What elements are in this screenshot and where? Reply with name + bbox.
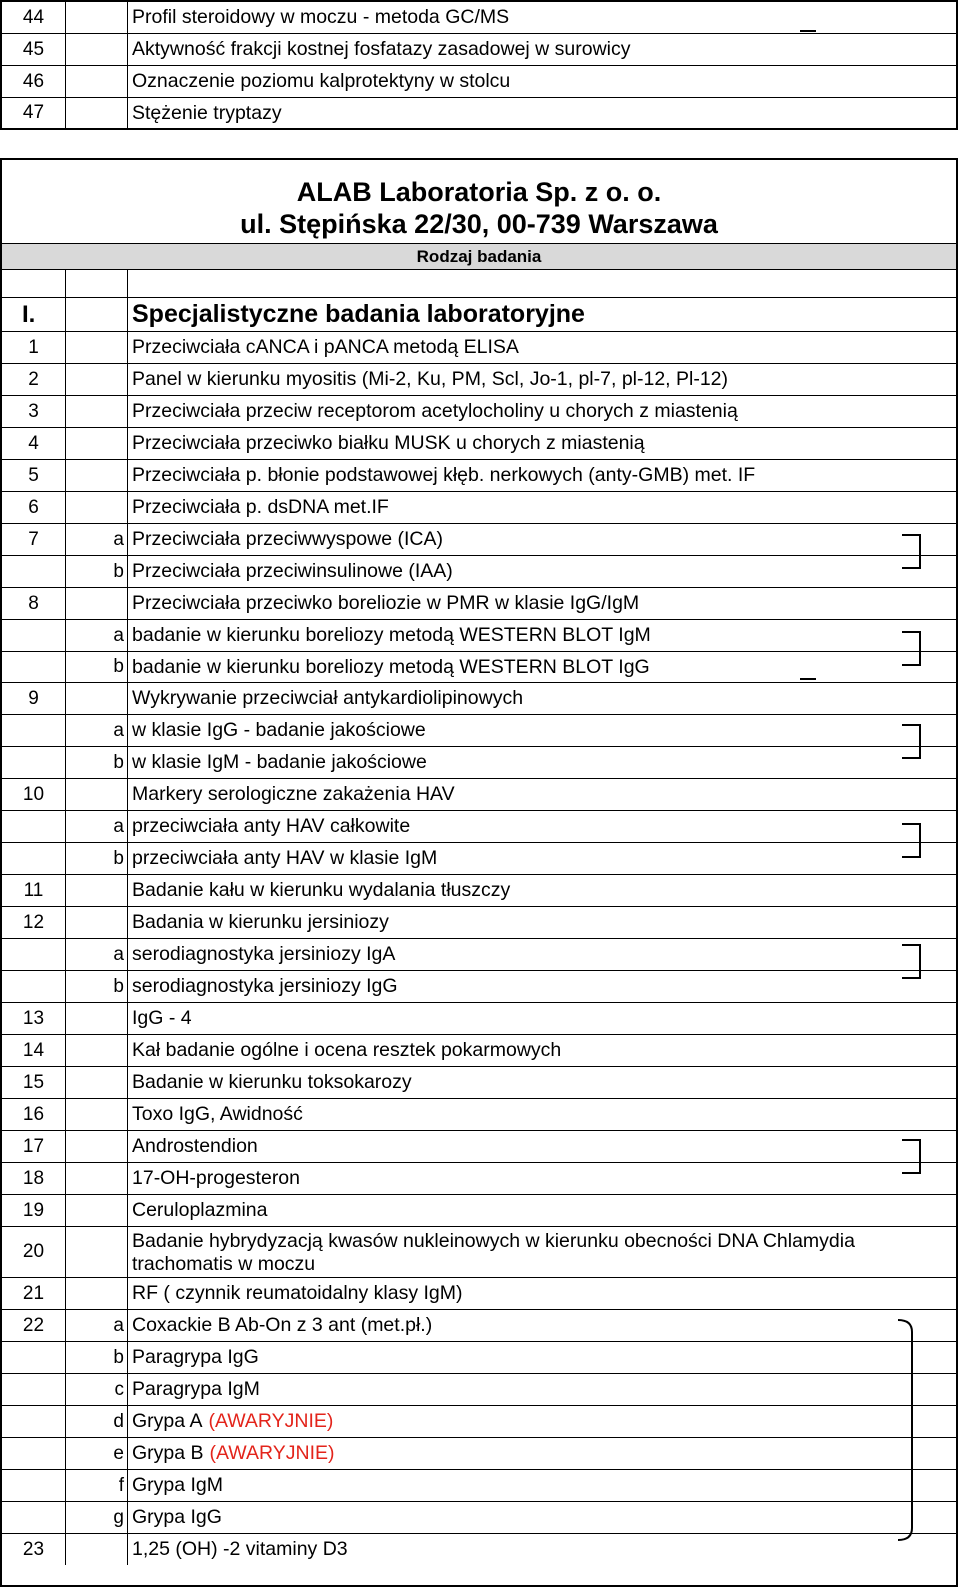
row-text — [128, 875, 956, 906]
row-text — [128, 1534, 956, 1565]
row-sub — [66, 1035, 128, 1066]
row-sub: a — [66, 939, 128, 970]
table-row — [2, 1278, 956, 1310]
rows-container — [2, 332, 956, 1565]
row-text — [128, 492, 956, 523]
table-row — [2, 811, 956, 843]
table-row — [2, 98, 956, 128]
table-row — [2, 1470, 956, 1502]
row-text-main: Wykrywanie przeciwciał antykardiolipinowych — [132, 687, 524, 709]
row-number: 23 — [2, 1534, 66, 1565]
table-row — [2, 1035, 956, 1067]
row-number — [2, 652, 66, 682]
row-sub — [66, 1278, 128, 1309]
table-row — [2, 66, 956, 98]
row-sub — [66, 396, 128, 427]
row-sub — [66, 683, 128, 714]
table-row — [2, 620, 956, 652]
row-text: Stężenie tryptazy — [132, 101, 282, 124]
row-text — [128, 524, 956, 555]
row-number — [2, 620, 66, 651]
row-number: 45 — [2, 34, 66, 65]
row-number: 18 — [2, 1163, 66, 1194]
row-text — [128, 1003, 956, 1034]
row-text-main: serodiagnostyka jersiniozy IgG — [132, 975, 398, 997]
row-number: 12 — [2, 907, 66, 938]
row-number: 1 — [2, 332, 66, 363]
row-sub: e — [66, 1438, 128, 1469]
row-number — [2, 939, 66, 970]
row-sub: a — [66, 811, 128, 842]
row-sub — [66, 779, 128, 810]
row-sub — [66, 98, 128, 128]
row-sub — [66, 1131, 128, 1162]
row-sub — [66, 1534, 128, 1565]
row-text-main: badanie w kierunku boreliozy metodą WESTERN BLOT IgM — [132, 624, 651, 646]
table-row — [2, 556, 956, 588]
row-number: 7 — [2, 524, 66, 555]
section-title: Specjalistyczne badania laboratoryjne — [132, 300, 585, 328]
row-number: 14 — [2, 1035, 66, 1066]
row-sub: f — [66, 1470, 128, 1501]
row-sub: b — [66, 1342, 128, 1373]
row-sub: c — [66, 1374, 128, 1405]
row-text-main: Panel w kierunku myositis (Mi-2, Ku, PM, Scl, Jo-1, pl-7, pl-12, Pl-12) — [132, 368, 729, 390]
row-text — [128, 620, 956, 651]
row-sub: a — [66, 715, 128, 746]
section-number: I. — [2, 298, 66, 331]
row-text-main: Przeciwciała przeciw receptorom acetylocholiny u chorych z miastenią — [132, 400, 738, 422]
row-number: 16 — [2, 1099, 66, 1130]
table-row — [2, 1163, 956, 1195]
table-row — [2, 1131, 956, 1163]
row-text-main: Androstendion — [132, 1135, 258, 1157]
table-row — [2, 1099, 956, 1131]
row-number: 5 — [2, 460, 66, 491]
blank-cell — [128, 270, 956, 297]
table-row — [2, 34, 956, 66]
row-number: 13 — [2, 1003, 66, 1034]
row-number: 19 — [2, 1195, 66, 1226]
row-text-main: Grypa A — [132, 1410, 203, 1432]
row-number: 8 — [2, 588, 66, 619]
table-row — [2, 524, 956, 556]
blank-cell — [2, 270, 66, 297]
row-number: 15 — [2, 1067, 66, 1098]
row-number: 6 — [2, 492, 66, 523]
row-text — [128, 811, 956, 842]
table-row — [2, 683, 956, 715]
row-text: Profil steroidowy w moczu - metoda GC/MS — [132, 6, 510, 28]
row-number — [2, 747, 66, 778]
row-text — [128, 396, 956, 427]
row-text — [128, 1163, 956, 1194]
row-text — [128, 428, 956, 459]
table-row — [2, 1406, 956, 1438]
row-text-main: badanie w kierunku boreliozy metodą WESTERN BLOT IgG — [132, 655, 650, 678]
dash-mark — [800, 678, 816, 680]
row-number — [2, 1438, 66, 1469]
row-text-main: Grypa IgM — [132, 1474, 224, 1496]
row-text-main: w klasie IgG - badanie jakościowe — [132, 719, 426, 741]
row-text-main: serodiagnostyka jersiniozy IgA — [132, 943, 396, 965]
row-sub: a — [66, 620, 128, 651]
row-sub: b — [66, 843, 128, 874]
row-number — [2, 843, 66, 874]
table-row — [2, 907, 956, 939]
row-sub — [66, 2, 128, 33]
row-text: Aktywność frakcji kostnej fosfatazy zasadowej w surowicy — [132, 38, 631, 60]
row-sub — [66, 1003, 128, 1034]
blank-row — [2, 270, 956, 298]
row-text — [128, 1195, 956, 1226]
row-text-main: Paragrypa IgM — [132, 1378, 260, 1400]
row-text-main: Ceruloplazmina — [132, 1199, 268, 1221]
row-text — [128, 1310, 956, 1341]
row-text — [128, 747, 956, 778]
row-text-main: Przeciwciała przeciwwyspowe (ICA) — [132, 528, 443, 550]
row-number: 17 — [2, 1131, 66, 1162]
table-row — [2, 396, 956, 428]
row-text — [128, 1438, 956, 1469]
row-sub — [66, 34, 128, 65]
table-row — [2, 1227, 956, 1278]
row-number — [2, 811, 66, 842]
row-number: 22 — [2, 1310, 66, 1341]
row-text — [128, 715, 956, 746]
row-text-main: przeciwciała anty HAV w klasie IgM — [132, 847, 438, 869]
row-number: 9 — [2, 683, 66, 714]
table-row — [2, 1374, 956, 1406]
section-row — [2, 298, 956, 332]
column-title-row — [2, 244, 956, 270]
row-text-main: Przeciwciała przeciwko białku MUSK u chorych z miastenią — [132, 432, 645, 454]
column-title: Rodzaj badania — [416, 247, 542, 266]
row-number — [2, 1406, 66, 1437]
table-row — [2, 492, 956, 524]
row-sub: a — [66, 1310, 128, 1341]
row-number — [2, 715, 66, 746]
row-number: 2 — [2, 364, 66, 395]
row-text-main: Badanie w kierunku toksokarozy — [132, 1071, 412, 1093]
row-text-main: przeciwciała anty HAV całkowite — [132, 815, 411, 837]
table-row — [2, 1502, 956, 1534]
row-number: 3 — [2, 396, 66, 427]
table-row — [2, 1195, 956, 1227]
row-sub — [66, 298, 128, 331]
row-text — [128, 843, 956, 874]
row-number — [2, 556, 66, 587]
table-row — [2, 1310, 956, 1342]
row-text-main: Przeciwciała cANCA i pANCA metodą ELISA — [132, 336, 519, 358]
table-row — [2, 1003, 956, 1035]
row-text-main: 17-OH-progesteron — [132, 1167, 300, 1189]
row-text — [128, 588, 956, 619]
row-sub — [66, 66, 128, 97]
row-text — [128, 779, 956, 810]
table-row — [2, 332, 956, 364]
row-text — [128, 1502, 956, 1533]
row-text-main: Przeciwciała p. błonie podstawowej kłęb. nerkowych (anty-GMB) met. IF — [132, 464, 756, 486]
row-number: 4 — [2, 428, 66, 459]
blank-cell — [66, 270, 128, 297]
row-text — [128, 971, 956, 1002]
table-row — [2, 747, 956, 779]
table-row — [2, 1534, 956, 1565]
table-row — [2, 971, 956, 1003]
row-text-main: Badania w kierunku jersiniozy — [132, 911, 389, 933]
table-row — [2, 1438, 956, 1470]
row-number — [2, 1342, 66, 1373]
table-row — [2, 1342, 956, 1374]
row-note: (AWARYJNIE) — [208, 1410, 334, 1432]
table-row — [2, 1067, 956, 1099]
row-text-main: Badanie hybrydyzacją kwasów nukleinowych w kierunku obecności DNA Chlamydia trachomatis w moczu — [132, 1229, 855, 1275]
row-text — [128, 460, 956, 491]
row-text: Oznaczenie poziomu kalprotektyny w stolcu — [132, 70, 511, 92]
row-sub — [66, 875, 128, 906]
row-sub: g — [66, 1502, 128, 1533]
row-number — [2, 971, 66, 1002]
row-sub: a — [66, 524, 128, 555]
row-text-main: Grypa B — [132, 1442, 204, 1464]
row-sub: d — [66, 1406, 128, 1437]
row-sub — [66, 1227, 128, 1277]
row-text-main: Przeciwciała przeciwko boreliozie w PMR w klasie IgG/IgM — [132, 592, 640, 614]
row-number: 21 — [2, 1278, 66, 1309]
table-row — [2, 939, 956, 971]
row-sub — [66, 332, 128, 363]
table-header — [2, 160, 956, 244]
row-text-main: w klasie IgM - badanie jakościowe — [132, 751, 427, 773]
row-number — [2, 1374, 66, 1405]
row-text-main: 1,25 (OH) -2 vitaminy D3 — [132, 1538, 348, 1560]
row-sub — [66, 460, 128, 491]
row-sub: b — [66, 652, 128, 682]
table-row — [2, 588, 956, 620]
row-sub: b — [66, 556, 128, 587]
row-text — [128, 1227, 956, 1277]
row-sub — [66, 588, 128, 619]
table-row — [2, 460, 956, 492]
row-text — [128, 1099, 956, 1130]
table-row — [2, 715, 956, 747]
top-table — [0, 0, 958, 130]
row-text — [128, 364, 956, 395]
table-row — [2, 364, 956, 396]
row-text-main: IgG - 4 — [132, 1007, 192, 1029]
row-sub — [66, 1099, 128, 1130]
company-name: ALAB Laboratoria Sp. z o. o. — [296, 177, 662, 207]
row-text-main: Toxo IgG, Awidność — [132, 1103, 303, 1125]
row-text — [128, 1342, 956, 1373]
row-text — [128, 907, 956, 938]
row-text-main: Przeciwciała przeciwinsulinowe (IAA) — [132, 560, 453, 582]
row-text — [128, 332, 956, 363]
row-number — [2, 1470, 66, 1501]
table-row — [2, 875, 956, 907]
row-sub — [66, 428, 128, 459]
row-text-main: Przeciwciała p. dsDNA met.IF — [132, 496, 389, 518]
row-number: 11 — [2, 875, 66, 906]
row-text — [128, 1278, 956, 1309]
row-text — [128, 1131, 956, 1162]
row-sub — [66, 1195, 128, 1226]
row-number — [2, 1502, 66, 1533]
row-text — [128, 1406, 956, 1437]
row-sub — [66, 907, 128, 938]
row-sub: b — [66, 747, 128, 778]
row-sub — [66, 1163, 128, 1194]
row-number: 10 — [2, 779, 66, 810]
row-text — [128, 683, 956, 714]
row-text — [128, 1374, 956, 1405]
row-text-main: Coxackie B Ab-On z 3 ant (met.pł.) — [132, 1314, 433, 1336]
dash-mark — [800, 30, 816, 32]
row-number: 46 — [2, 66, 66, 97]
row-note: (AWARYJNIE) — [209, 1442, 335, 1464]
row-number: 47 — [2, 98, 66, 128]
row-text-main: Markery serologiczne zakażenia HAV — [132, 783, 455, 805]
company-address: ul. Stępińska 22/30, 00-739 Warszawa — [240, 209, 718, 239]
row-number: 44 — [2, 2, 66, 33]
main-table — [0, 158, 958, 1587]
row-text-main: Grypa IgG — [132, 1506, 222, 1528]
row-text-main: Kał badanie ogólne i ocena resztek pokarmowych — [132, 1039, 562, 1061]
table-row — [2, 428, 956, 460]
row-number: 20 — [2, 1227, 66, 1277]
row-text — [128, 1470, 956, 1501]
row-text — [128, 939, 956, 970]
row-sub — [66, 364, 128, 395]
table-row — [2, 779, 956, 811]
table-row — [2, 843, 956, 875]
row-sub: b — [66, 971, 128, 1002]
row-text-main: RF ( czynnik reumatoidalny klasy IgM) — [132, 1282, 463, 1304]
row-text-main: Paragrypa IgG — [132, 1346, 259, 1368]
row-text — [128, 652, 956, 682]
row-text — [128, 556, 956, 587]
row-text-main: Badanie kału w kierunku wydalania tłuszczy — [132, 879, 511, 901]
row-sub — [66, 492, 128, 523]
row-sub — [66, 1067, 128, 1098]
row-text — [128, 1035, 956, 1066]
row-text — [128, 1067, 956, 1098]
